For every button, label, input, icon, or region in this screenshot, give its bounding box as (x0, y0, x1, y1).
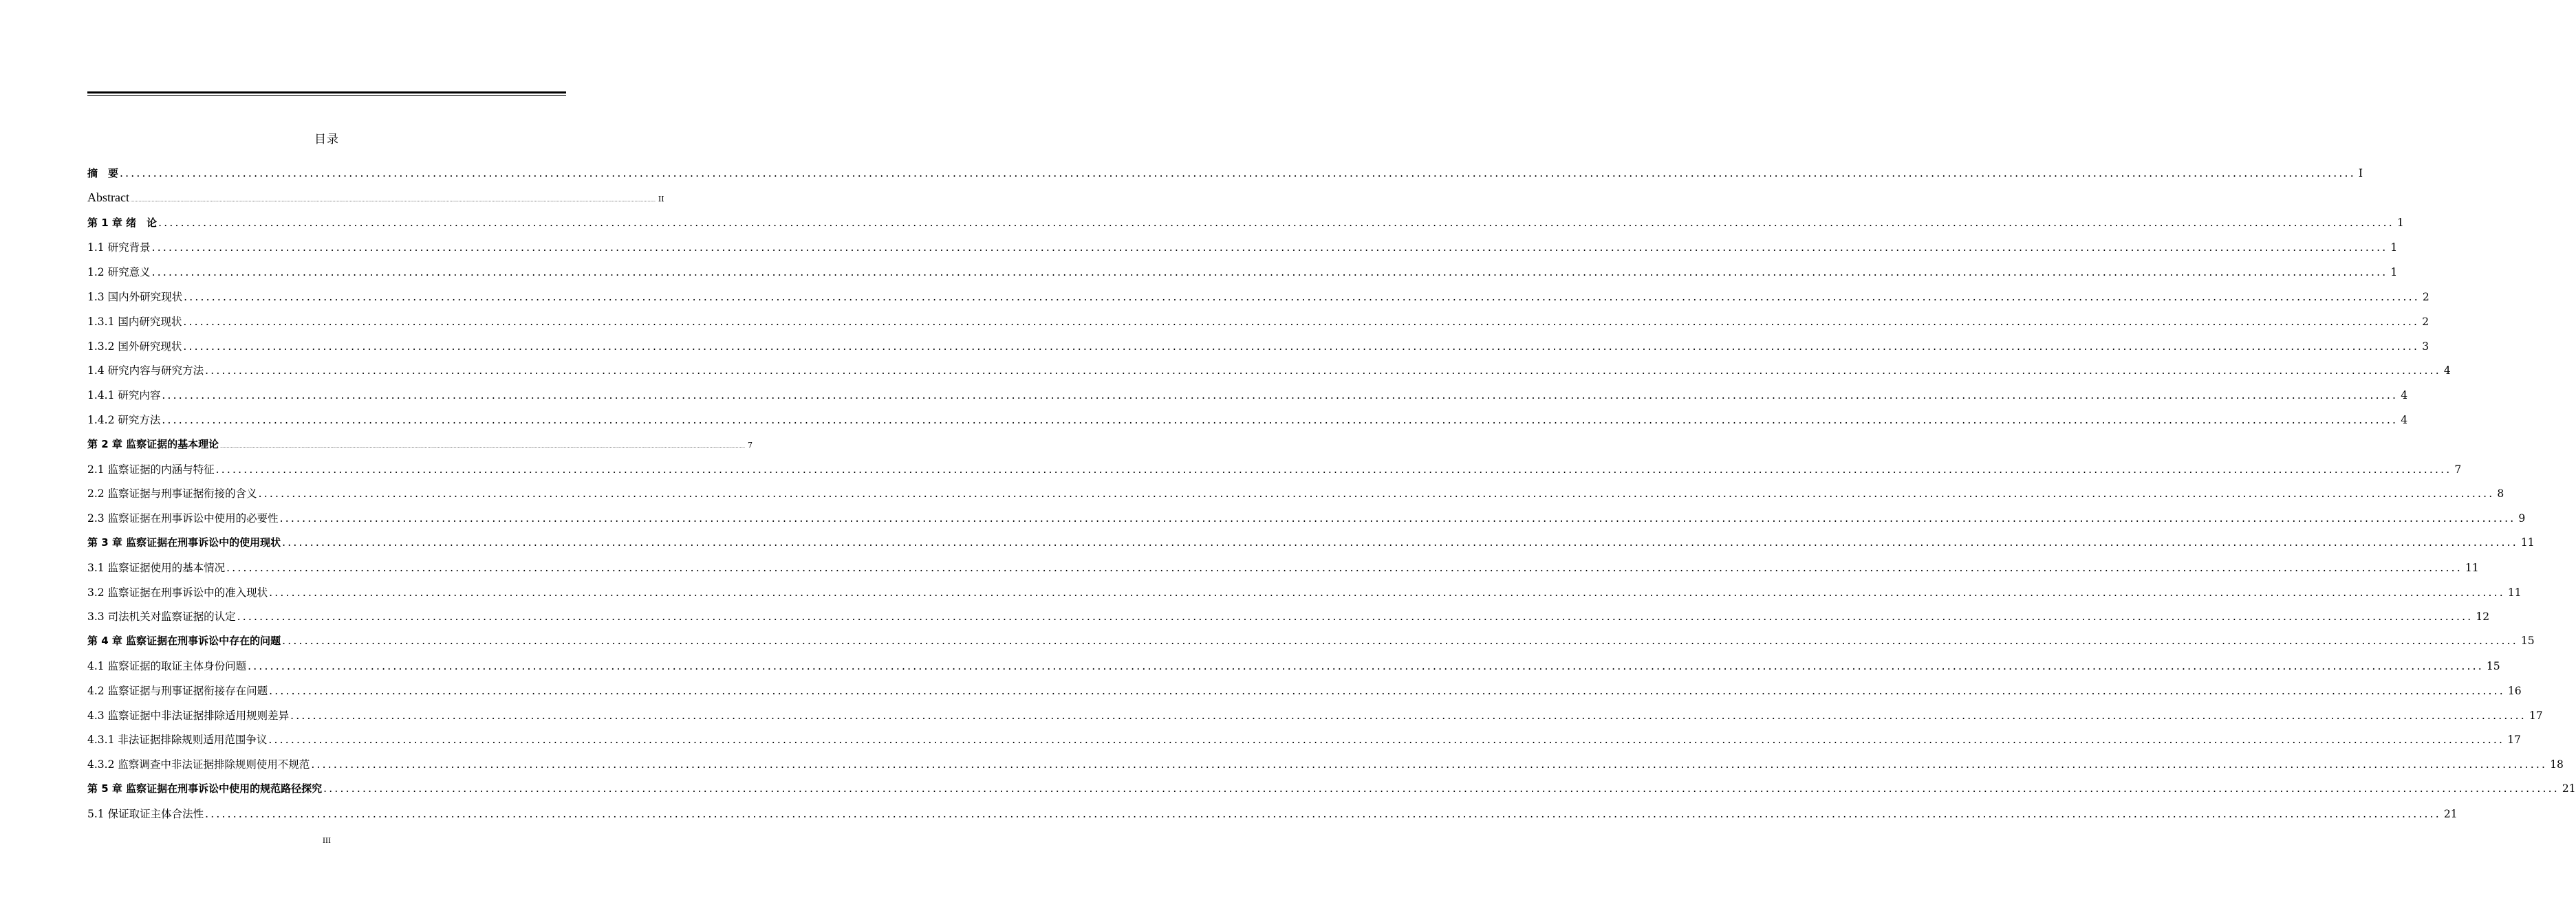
toc-leader-dots: ................................................................................................................................................................................................................................................................................................................................................................................................................ (151, 266, 2388, 279)
toc-leader-dots: ................................................................................................................................................................................................................................................................................................................................................................................................................ (220, 443, 745, 449)
toc-entry-page: 21 (2562, 782, 2576, 795)
toc-leader-dots: ................................................................................................................................................................................................................................................................................................................................................................................................................ (269, 684, 2505, 697)
toc-entry-label: Abstract (87, 190, 129, 204)
toc-leader-dots: ................................................................................................................................................................................................................................................................................................................................................................................................................ (282, 635, 2518, 648)
toc-entry-page: 8 (2497, 487, 2504, 500)
toc-entry[interactable] (87, 584, 2522, 609)
toc-entry[interactable] (87, 190, 664, 215)
toc-entry[interactable] (87, 314, 2429, 338)
toc-entry-label: 1.4.1 研究内容 (87, 389, 161, 402)
toc-entry-label: 1.2 研究意义 (87, 266, 151, 279)
toc-entry-page: 1 (2396, 216, 2404, 229)
toc-entry[interactable] (87, 683, 2522, 707)
table-of-contents (87, 166, 2576, 830)
toc-entry[interactable] (87, 535, 2535, 560)
toc-leader-dots: ................................................................................................................................................................................................................................................................................................................................................................................................................ (269, 586, 2505, 599)
toc-entry-label: 4.3.1 非法证据排除规则适用范围争议 (87, 734, 268, 747)
toc-leader-dots: ................................................................................................................................................................................................................................................................................................................................................................................................................ (248, 659, 2484, 672)
toc-entry-page: I (2358, 167, 2363, 179)
toc-entry-label: 第 3 章 监察证据在刑事诉讼中的使用现状 (87, 536, 281, 549)
toc-entry-page: 1 (2390, 266, 2398, 279)
toc-entry-page: 4 (2443, 364, 2451, 377)
toc-entry-label: 1.3.1 国内研究现状 (87, 315, 182, 328)
toc-entry-label: 摘 要 (87, 167, 119, 179)
toc-entry[interactable] (87, 264, 2398, 289)
toc-leader-dots: ................................................................................................................................................................................................................................................................................................................................................................................................................ (311, 758, 2548, 771)
toc-entry-page: 4 (2401, 389, 2408, 402)
toc-entry-label: 3.3 司法机关对监察证据的认定 (87, 610, 236, 624)
toc-entry-page: 1 (2390, 241, 2398, 254)
toc-entry[interactable] (87, 166, 2363, 190)
toc-entry[interactable] (87, 362, 2451, 387)
toc-entry[interactable] (87, 658, 2500, 683)
toc-entry[interactable] (87, 239, 2398, 264)
toc-leader-dots: ................................................................................................................................................................................................................................................................................................................................................................................................................ (158, 216, 2394, 229)
toc-entry-label: 1.4 研究内容与研究方法 (87, 364, 204, 377)
toc-entry[interactable] (87, 412, 2408, 437)
toc-entry-label: 第 1 章 绪 论 (87, 216, 158, 229)
toc-leader-dots: ................................................................................................................................................................................................................................................................................................................................................................................................................ (120, 167, 2356, 179)
toc-entry-page: 3 (2422, 340, 2429, 353)
toc-leader-dots: ................................................................................................................................................................................................................................................................................................................................................................................................................ (183, 340, 2420, 353)
toc-entry[interactable] (87, 707, 2543, 732)
toc-entry-page: 15 (2486, 659, 2500, 672)
toc-entry-page: 9 (2518, 512, 2526, 525)
toc-entry-page: 17 (2529, 709, 2543, 722)
toc-entry-label: 4.2 监察证据与刑事证据衔接存在问题 (87, 684, 268, 697)
toc-leader-dots: ................................................................................................................................................................................................................................................................................................................................................................................................................ (258, 487, 2495, 500)
toc-entry-page: 7 (748, 440, 753, 450)
toc-entry[interactable] (87, 510, 2526, 535)
toc-entry[interactable] (87, 461, 2462, 486)
toc-entry[interactable] (87, 608, 2490, 633)
toc-entry[interactable] (87, 756, 2564, 781)
toc-leader-dots: ................................................................................................................................................................................................................................................................................................................................................................................................................ (279, 512, 2516, 525)
toc-entry-label: 第 2 章 监察证据的基本理论 (87, 437, 219, 450)
toc-leader-dots: ................................................................................................................................................................................................................................................................................................................................................................................................................ (323, 782, 2559, 795)
toc-entry-label: 第 5 章 监察证据在刑事诉讼中使用的规范路径探究 (87, 782, 323, 795)
toc-entry-page: II (658, 194, 664, 204)
toc-entry-page: 11 (2507, 586, 2522, 599)
toc-entry-page: 21 (2443, 807, 2458, 820)
toc-entry[interactable] (87, 485, 2504, 510)
toc-entry-label: 4.3.2 监察调查中非法证据排除规则使用不规范 (87, 758, 310, 771)
toc-entry-label: 2.1 监察证据的内涵与特征 (87, 463, 215, 476)
toc-leader-dots: ................................................................................................................................................................................................................................................................................................................................................................................................................ (282, 536, 2518, 549)
toc-entry[interactable] (87, 437, 753, 461)
toc-entry[interactable] (87, 387, 2408, 412)
page-number: III (323, 835, 331, 845)
toc-entry[interactable] (87, 633, 2535, 658)
toc-entry-label: 第 4 章 监察证据在刑事诉讼中存在的问题 (87, 635, 281, 648)
toc-leader-dots: ................................................................................................................................................................................................................................................................................................................................................................................................................ (205, 807, 2441, 820)
toc-entry-label: 3.1 监察证据使用的基本情况 (87, 561, 226, 574)
toc-entry-label: 1.1 研究背景 (87, 241, 151, 254)
toc-entry-label: 3.2 监察证据在刑事诉讼中的准入现状 (87, 586, 268, 599)
toc-entry-page: 17 (2507, 734, 2521, 747)
toc-entry-label: 1.3 国内外研究现状 (87, 290, 183, 303)
toc-entry-label: 4.1 监察证据的取证主体身份问题 (87, 659, 247, 672)
toc-entry-page: 12 (2476, 610, 2490, 624)
toc-entry[interactable] (87, 338, 2429, 363)
toc-leader-dots: ................................................................................................................................................................................................................................................................................................................................................................................................................ (205, 364, 2441, 377)
toc-entry-page: 15 (2520, 635, 2535, 648)
toc-leader-dots: ................................................................................................................................................................................................................................................................................................................................................................................................................ (215, 463, 2452, 476)
toc-entry-page: 2 (2422, 315, 2429, 328)
toc-entry-page: 4 (2401, 413, 2408, 426)
toc-entry[interactable] (87, 806, 2458, 830)
toc-entry-page: 18 (2550, 758, 2564, 771)
toc-entry-label: 4.3 监察证据中非法证据排除适用规则差异 (87, 709, 290, 722)
toc-entry-label: 1.3.2 国外研究现状 (87, 340, 182, 353)
toc-leader-dots: ................................................................................................................................................................................................................................................................................................................................................................................................................ (226, 561, 2463, 574)
header-rule-thick (87, 91, 566, 94)
toc-entry-label: 1.4.2 研究方法 (87, 413, 161, 426)
toc-entry-label: 5.1 保证取证主体合法性 (87, 807, 204, 820)
toc-leader-dots: ................................................................................................................................................................................................................................................................................................................................................................................................................ (130, 197, 656, 203)
toc-leader-dots: ................................................................................................................................................................................................................................................................................................................................................................................................................ (237, 610, 2474, 624)
toc-entry-label: 2.3 监察证据在刑事诉讼中使用的必要性 (87, 512, 279, 525)
toc-entry[interactable] (87, 560, 2479, 584)
toc-leader-dots: ................................................................................................................................................................................................................................................................................................................................................................................................................ (268, 734, 2505, 747)
toc-leader-dots: ................................................................................................................................................................................................................................................................................................................................................................................................................ (290, 709, 2526, 722)
toc-entry[interactable] (87, 781, 2576, 806)
toc-title: 目录 (314, 133, 339, 146)
toc-entry-page: 2 (2422, 290, 2429, 303)
toc-entry-page: 11 (2520, 536, 2535, 549)
toc-entry-page: 11 (2465, 561, 2479, 574)
toc-leader-dots: ................................................................................................................................................................................................................................................................................................................................................................................................................ (162, 413, 2399, 426)
toc-entry-page: 16 (2507, 684, 2522, 697)
toc-entry[interactable] (87, 289, 2429, 314)
toc-leader-dots: ................................................................................................................................................................................................................................................................................................................................................................................................................ (162, 389, 2399, 402)
toc-leader-dots: ................................................................................................................................................................................................................................................................................................................................................................................................................ (184, 290, 2420, 303)
header-rule-thin (87, 95, 566, 96)
toc-leader-dots: ................................................................................................................................................................................................................................................................................................................................................................................................................ (183, 315, 2420, 328)
toc-entry-label: 2.2 监察证据与刑事证据衔接的含义 (87, 487, 257, 500)
toc-entry[interactable] (87, 732, 2521, 756)
toc-entry[interactable] (87, 215, 2404, 240)
toc-entry-page: 7 (2454, 463, 2462, 476)
toc-leader-dots: ................................................................................................................................................................................................................................................................................................................................................................................................................ (151, 241, 2388, 254)
